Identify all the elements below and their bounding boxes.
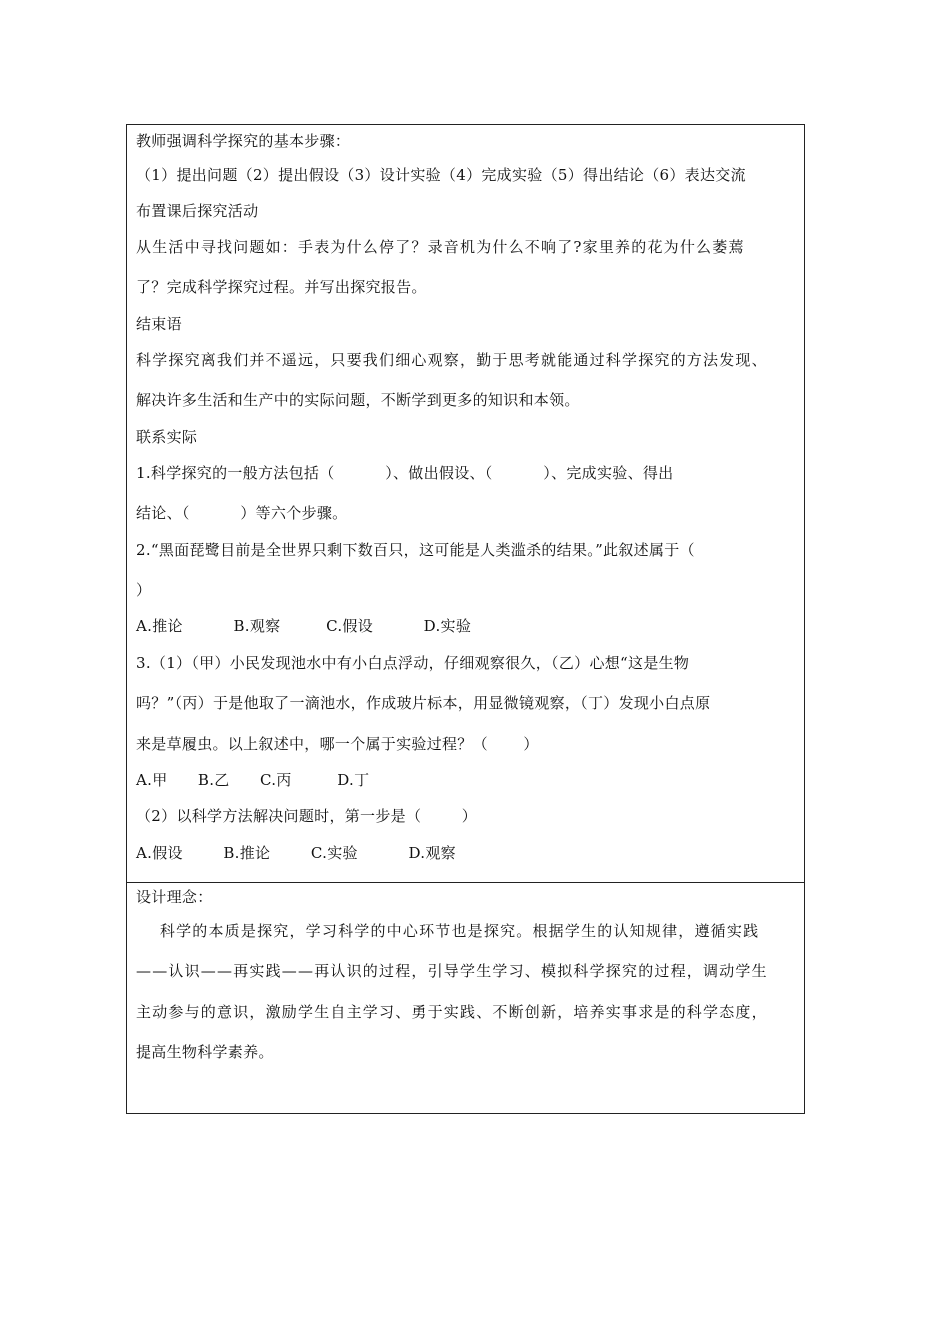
text-line: 教师强调科学探究的基本步骤： [136,132,351,150]
lesson-table [126,124,805,1114]
question-3-line: 吗？”（丙）于是他取了一滴池水，作成玻片标本，用显微镜观察，（丁）发现小白点原 [136,694,711,712]
question-3-options: A.甲 B.乙 C.丙 D.丁 [136,771,370,789]
question-2-line: 2.“黑面琵鹭目前是全世界只剩下数百只，这可能是人类滥杀的结果。”此叙述属于（ [136,541,695,559]
question-1-line: 1.科学探究的一般方法包括（ ）、做出假设、（ ）、完成实验、得出 [136,464,674,482]
design-concept-line: 提高生物科学素养。 [136,1043,274,1061]
design-concept-line: 主动参与的意识，激励学生自主学习、勇于实践、不断创新，培养实事求是的科学态度， [136,1003,768,1021]
lesson-content-cell [127,125,804,883]
text-line: （1）提出问题（2）提出假设（3）设计实验（4）完成实验（5）得出结论（6）表达交流 [136,166,746,184]
text-line: 布置课后探究活动 [136,202,259,220]
question-2-options: A.推论 B.观察 C.假设 D.实验 [136,617,472,635]
question-3-2-line: （2）以科学方法解决问题时，第一步是（ ） [136,807,478,825]
design-concept-line: 科学的本质是探究，学习科学的中心环节也是探究。根据学生的认知规律，遵循实践 [136,922,760,940]
text-line: 结束语 [136,315,182,333]
question-3-line: 来是草履虫。以上叙述中，哪一个属于实验过程？（ ） [136,735,539,753]
question-2-line: ） [136,581,152,599]
text-line: 联系实际 [136,428,198,446]
design-concept-cell [127,882,804,1114]
design-concept-heading: 设计理念： [136,888,213,906]
text-line: 科学探究离我们并不遥远，只要我们细心观察，勤于思考就能通过科学探究的方法发现、 [136,351,768,369]
question-3-line: 3.（1）（甲）小民发现池水中有小白点浮动，仔细观察很久，（乙）心想“这是生物 [136,654,690,672]
design-concept-line: ——认识——再实践——再认识的过程，引导学生学习、模拟科学探究的过程，调动学生 [136,962,768,980]
text-line: 从生活中寻找问题如：手表为什么停了？录音机为什么不响了?家里养的花为什么萎蔫 [136,238,745,256]
question-3-2-options: A.假设 B.推论 C.实验 D.观察 [136,844,456,862]
text-line: 解决许多生活和生产中的实际问题，不断学到更多的知识和本领。 [136,391,580,409]
question-1-line: 结论、（ ）等六个步骤。 [136,504,348,522]
text-line: 了？完成科学探究过程。并写出探究报告。 [136,278,427,296]
